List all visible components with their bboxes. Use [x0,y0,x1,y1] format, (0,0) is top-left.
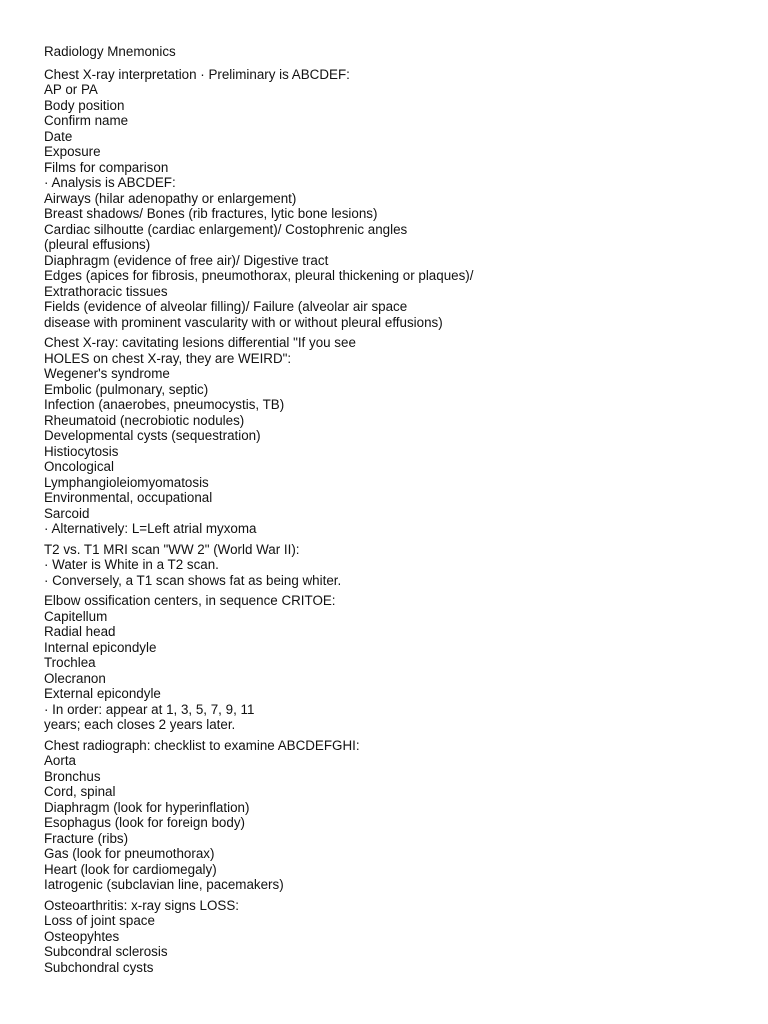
mnemonic-section [44,738,744,893]
document-title: Radiology Mnemonics [44,44,176,59]
section-line: (pleural effusions) [44,237,151,252]
section-line: Osteopyhtes [44,928,120,944]
section-line: Wegener's syndrome [44,366,170,381]
section-line: Oncological [44,459,114,474]
section-line: Cardiac silhoutte (cardiac enlargement)/ Costophrenic angles [44,221,408,237]
section-line: Olecranon [44,670,106,686]
section-line: · Conversely, a T1 scan shows fat as being whiter. [44,572,342,588]
section-line: Rheumatoid (necrobiotic nodules) [44,412,245,428]
section-line: External epicondyle [44,686,161,701]
section-line: Breast shadows/ Bones (rib fractures, lytic bone lesions) [44,206,378,221]
section-line: years; each closes 2 years later. [44,717,236,732]
mnemonic-section [44,542,744,589]
section-line: Capitellum [44,608,108,624]
section-line: Subcondral sclerosis [44,944,168,959]
section-line: Lymphangioleiomyomatosis [44,474,209,490]
section-line: Confirm name [44,113,129,128]
section-line: Bronchus [44,768,101,784]
section-line: · Alternatively: L=Left atrial myxoma [44,521,257,536]
section-line: Gas (look for pneumothorax) [44,846,215,861]
section-line: Extrathoracic tissues [44,283,168,299]
section-line: Radial head [44,624,116,639]
section-line: Exposure [44,144,101,159]
mnemonic-section [44,67,744,331]
section-line: Body position [44,97,125,113]
section-line: AP or PA [44,82,98,97]
section-line: Cord, spinal [44,784,116,799]
section-line: Subchondral cysts [44,959,154,975]
section-line: · In order: appear at 1, 3, 5, 7, 9, 11 [44,701,255,717]
document-page [44,44,744,980]
section-heading: Chest X-ray: cavitating lesions differential "If you see [44,335,356,350]
section-line: · Analysis is ABCDEF: [44,175,176,190]
section-line: Infection (anaerobes, pneumocystis, TB) [44,397,285,412]
mnemonic-section [44,335,744,537]
section-line: Date [44,128,73,144]
section-line: HOLES on chest X-ray, they are WEIRD": [44,350,292,366]
section-line: Esophagus (look for foreign body) [44,815,245,830]
section-line: Diaphragm (evidence of free air)/ Digestive tract [44,252,329,268]
section-line: Fields (evidence of alveolar filling)/ Failure (alveolar air space [44,299,408,314]
section-line: Iatrogenic (subclavian line, pacemakers) [44,877,284,892]
section-line: Diaphragm (look for hyperinflation) [44,799,250,815]
section-line: Trochlea [44,655,96,670]
section-heading: Osteoarthritis: x-ray signs LOSS: [44,897,239,913]
section-line: disease with prominent vascularity with or without pleural effusions) [44,314,443,330]
section-line: Embolic (pulmonary, septic) [44,381,209,397]
section-line: Internal epicondyle [44,639,157,655]
section-line: Sarcoid [44,505,90,521]
section-line: Environmental, occupational [44,490,213,505]
section-line: Loss of joint space [44,913,155,928]
section-heading: Chest radiograph: checklist to examine ABCDEFGHI: [44,737,360,753]
section-line: Airways (hilar adenopathy or enlargement) [44,190,297,206]
section-line: Heart (look for cardiomegaly) [44,861,217,877]
section-heading: Elbow ossification centers, in sequence CRITOE: [44,593,336,608]
section-line: Histiocytosis [44,443,119,459]
mnemonic-sections [44,67,744,976]
section-line: Aorta [44,753,77,768]
section-line: Films for comparison [44,159,169,175]
mnemonic-section [44,593,744,733]
mnemonic-section [44,898,744,976]
section-heading: Chest X-ray interpretation · Preliminary is ABCDEF: [44,66,350,82]
section-line: Fracture (ribs) [44,830,129,846]
section-line: Developmental cysts (sequestration) [44,428,261,443]
section-heading: T2 vs. T1 MRI scan "WW 2" (World War II): [44,541,300,557]
section-line: · Water is White in a T2 scan. [44,557,219,572]
section-line: Edges (apices for fibrosis, pneumothorax, pleural thickening or plaques)/ [44,268,474,283]
